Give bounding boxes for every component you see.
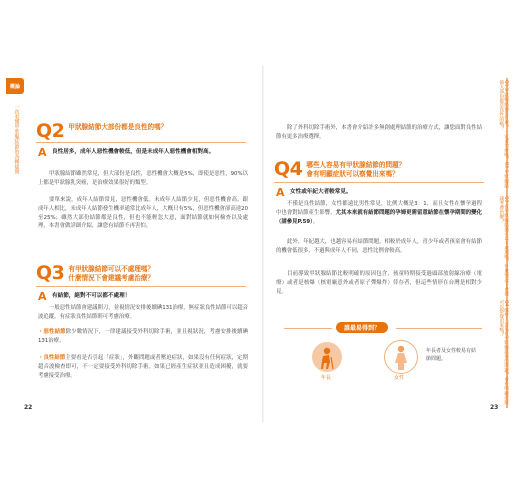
q3-question bbox=[68, 265, 154, 283]
left-side-tab bbox=[6, 78, 24, 408]
q2-heading bbox=[36, 120, 167, 142]
right-side-tabs bbox=[498, 78, 514, 418]
figure-note: 年長者及女性較易有結節問題。 bbox=[426, 348, 477, 362]
q4-answer-letter: A bbox=[276, 186, 285, 199]
q3-paragraph-1: 一般惡性結節會建議開刀，並視情況安排後續碘131治療，無症狀良性結節可以超音波追蹤，有症狀良性結節則可考慮治療。 bbox=[38, 305, 248, 320]
elder-label: 年長 bbox=[321, 375, 332, 381]
q3-malignant bbox=[38, 328, 248, 346]
chapter-vertical-title: 一次看懂甲狀腺結節的各種疑問 bbox=[13, 104, 20, 174]
q3-number: Q3 bbox=[36, 262, 65, 284]
q2-divider bbox=[36, 142, 246, 143]
q4-paragraph-1-b: 。 bbox=[312, 218, 319, 225]
q3-benign bbox=[38, 354, 248, 380]
female-label: 女性 bbox=[394, 375, 405, 381]
q2-answer: 良性居多，成年人惡性機會較低，但是未成年人惡性機會相對高。 bbox=[52, 149, 215, 155]
left-page-number: 22 bbox=[24, 404, 33, 411]
figure-title: 誰最易得到？ bbox=[336, 322, 388, 333]
q3-question-line-2: 什麼情況下會建議考慮治療？ bbox=[68, 273, 155, 282]
q3-sub-malignant: ・惡性結節 bbox=[38, 329, 66, 335]
q4-question bbox=[306, 161, 405, 179]
female-icon bbox=[384, 340, 418, 374]
q4-divider bbox=[274, 182, 484, 183]
q3-question-line-1: 有甲狀腺結節可以不處理嗎？ bbox=[68, 265, 155, 273]
q2-paragraph-2: 要單來說，成年人結節常見，惡性機會低。未成年人結節少見，但惡性機會高，跟成年人相比，未成年人結節發生機率通常比成年人，大概只有5%，但惡性機會卻高達20至25%；雖然大部份結節都是良性，但也不能輕忽大意，面對結節就如何檢查以及處理，本書會做詳細介紹，讓您有結節不再害怕。 bbox=[38, 197, 248, 230]
q2-paragraph-1: 甲狀腺結節雖然常見，但大部份是良性，惡性機會大概是5%，即使是惡性，90%以上都是甲狀腺乳突癌，是治療效果很好的類型。 bbox=[38, 171, 248, 186]
q3-answer: 有結節，絕對不可以都不處理！ bbox=[52, 293, 131, 299]
q3-heading bbox=[36, 262, 154, 284]
q4-number: Q4 bbox=[274, 158, 303, 180]
q3-paragraph-2: 除少數情況下，一律建議接受外科切除手術，並且視狀況，考慮安排後續碘131治療。 bbox=[38, 329, 248, 344]
q4-answer: 女性或年紀大者較常見。 bbox=[290, 189, 352, 195]
q4-paragraph-1-a: 不僅是良性結節，女性都遠比男性常見，比例大概是3：1，而且女性在懷孕過程中也會對結節產生影響， bbox=[276, 201, 482, 216]
q4-paragraph-2: 此外，年紀越大，也越容易有結節問題，相較於成年人，青少年或者孩童會有結節的機會低很多，不過與成年人不同，惡性比例會較高。 bbox=[276, 239, 482, 254]
q4-question-line-2: 會有明顯症狀可以察覺出來嗎？ bbox=[306, 169, 399, 178]
q2-question: 甲狀腺結節大部份都是良性的嗎？ bbox=[68, 123, 168, 131]
q4-paragraph-1 bbox=[276, 200, 482, 226]
q2-answer-letter: A bbox=[38, 146, 47, 159]
figure-rule-right bbox=[396, 328, 482, 329]
figure-rule-left bbox=[284, 328, 332, 329]
right-intro-paragraph: 除了外科切除手術外，本書會介紹許多無創處理結節的治療方式，讓您面對良性結節有更多治療選擇。 bbox=[276, 125, 482, 140]
chapter-chip: 概論 bbox=[6, 78, 24, 94]
q2-number: Q2 bbox=[36, 120, 65, 142]
q4-heading bbox=[274, 158, 405, 180]
q3-sub-benign: ・良性結節 bbox=[38, 355, 66, 361]
elder-icon bbox=[312, 342, 342, 372]
side-tab-q1-q2[interactable]: Q1 甲狀腺結節是什麼？一定要治療嗎？Q2 甲狀腺結節大部份都是良性的嗎？ bbox=[498, 80, 509, 188]
q4-question-line-1: 哪些人容易有甲狀腺結節的問題？ bbox=[306, 161, 406, 169]
q4-paragraph-1-highlight: 尤其本來就有結節問題的孕婦更需留意結節在懷孕期間的變化（請參見P.59） bbox=[276, 209, 482, 225]
q4-paragraph-3: 目前導致甲狀腺結節比較明確的原因包含，孩童時期接受過頭部放射線治療（電療）或者是核爆（核電廠意外或者原子彈爆炸）倖存者，但這些情形在台灣是相對少見。 bbox=[276, 271, 482, 295]
q3-paragraph-3: 主要看是否引起「症狀」，外觀問題或者壓迫症狀，如果沒有任何症狀，定期超音波檢查即可，不一定要接受外科切除手術。如果已經產生症狀並且造成困擾，就要考慮接受治療。 bbox=[38, 355, 248, 379]
q3-divider bbox=[36, 286, 246, 287]
side-tab-q3[interactable]: Q3 有甲狀腺結節可以不處理嗎？什麼情況下會建議考慮治療？ bbox=[498, 196, 509, 296]
book-spread bbox=[6, 66, 514, 422]
book-gutter bbox=[262, 66, 264, 422]
side-tab-q4[interactable]: Q4 哪些人容易有甲狀腺結節的問題？會有明顯症狀可以察覺出來嗎？ bbox=[498, 300, 509, 405]
right-page-number: 23 bbox=[490, 404, 499, 411]
q3-answer-letter: A bbox=[38, 290, 47, 303]
